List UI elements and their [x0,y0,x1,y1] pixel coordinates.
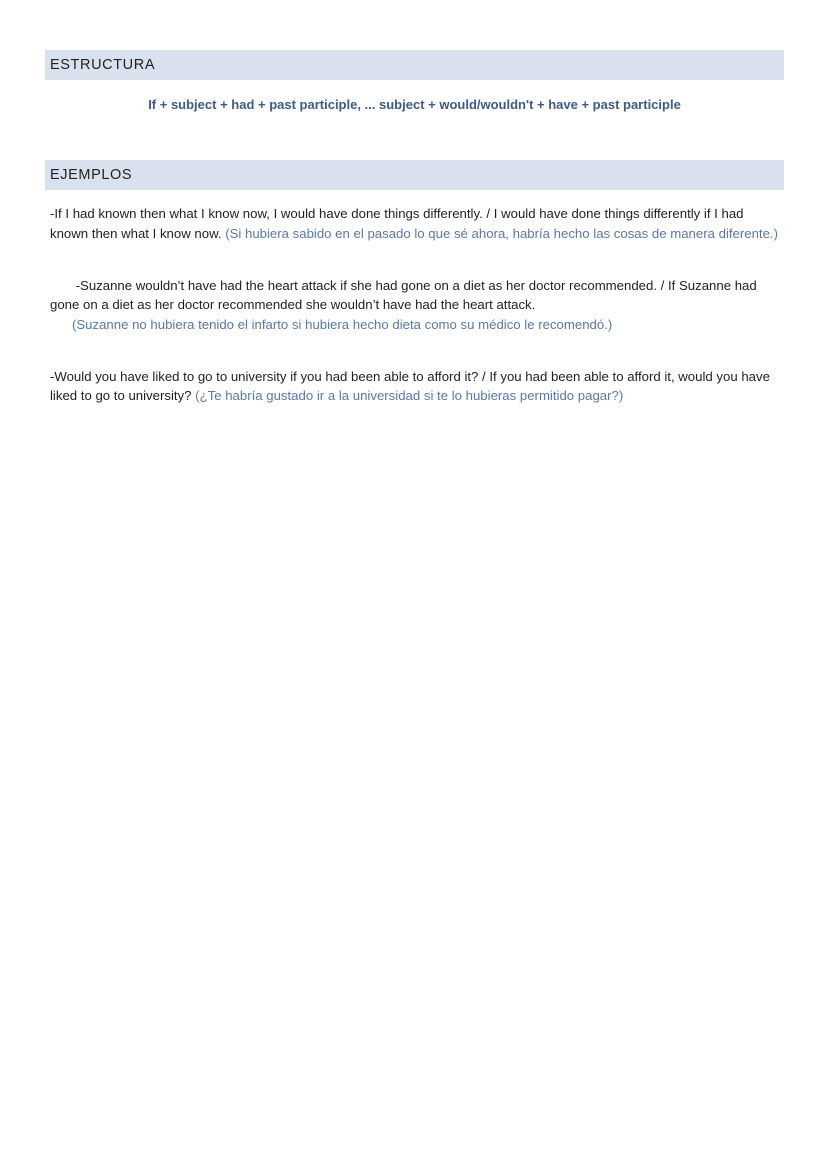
example-item [50,256,784,354]
example-spanish-translation: (Suzanne no hubiera tenido el infarto si hubiera hecho dieta como su médico le recomendó.) [71,316,613,332]
section-spacer [45,115,784,160]
example-spanish-translation: (Si hubiera sabido en el pasado lo que sé ahora, habría hecho las cosas de manera diferente.) [225,225,778,241]
examples-heading: EJEMPLOS [50,167,133,183]
document-page [45,50,784,419]
example-english: -If I had known then what I know now, I would have done things differently. / I would have done things differently if I had known then what I know now. [50,206,744,241]
structure-heading: ESTRUCTURA [50,57,156,73]
example-item [50,367,784,406]
examples-section-header [45,160,784,190]
structure-section-header [45,50,784,80]
example-english: -Would you have liked to go to university if you had been able to afford it? / If you had been able to afford it, would you have liked to go to university? [50,368,770,403]
example-spanish-translation: (¿Te habría gustado ir a la universidad si te lo hubieras permitido pagar?) [195,388,624,403]
structure-formula: If + subject + had + past participle, ... subject + would/wouldn't + have + past participle [148,97,681,112]
example-english: -Suzanne wouldn’t have had the heart attack if she had gone on a diet as her doctor recommended. / If Suzanne had gone on a diet as her doctor recommended she wouldn’t have had the heart attack. [50,277,761,312]
examples-list [45,204,784,406]
example-item [50,204,784,243]
